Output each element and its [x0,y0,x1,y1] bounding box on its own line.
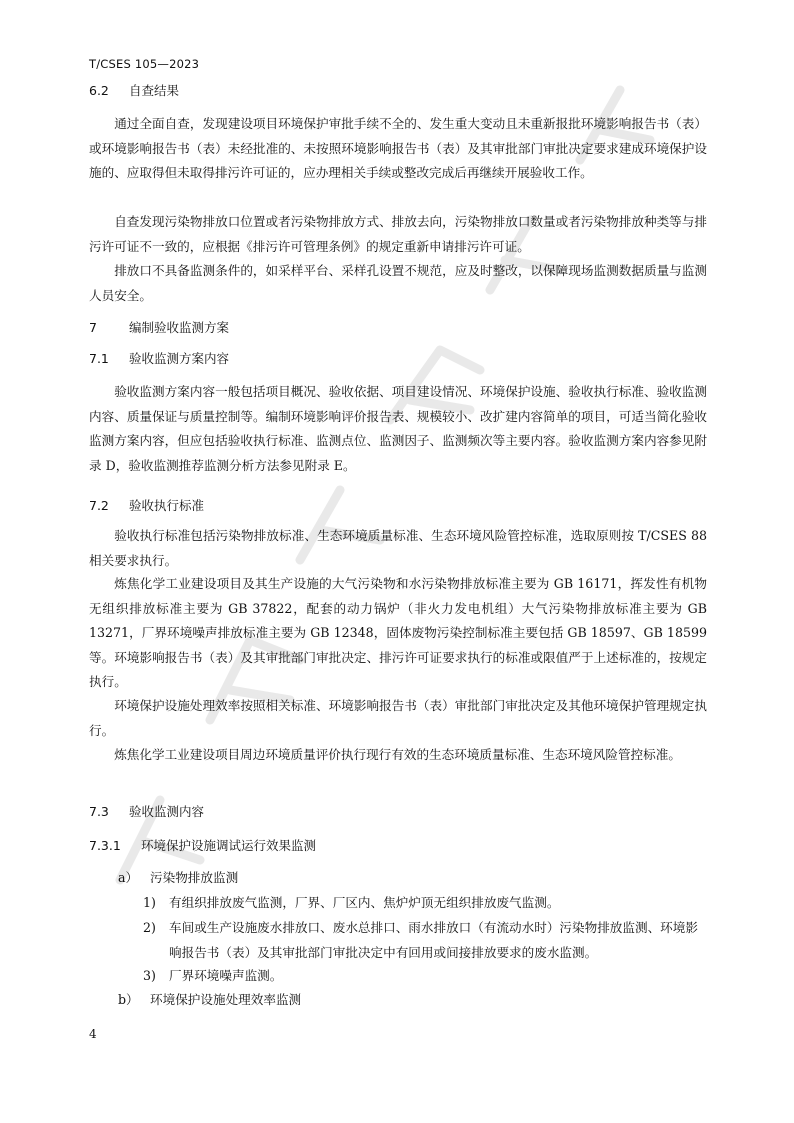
section-title: 编制验收监测方案 [129,320,230,335]
list-text: 车间或生产设施废水排放口、废水总排口、雨水排放口（有流动水时）污染物排放监测、环境影响报告书（表）及其审批部门审批决定中有回用或间接排放要求的废水监测。 [169,920,698,960]
list-item-a [118,866,238,891]
section-7-3-1-heading [89,836,316,854]
section-title: 环境保护设施调试运行效果监测 [141,838,317,853]
list-label: 2) [143,920,156,935]
list-text: 有组织排放废气监测，厂界、厂区内、焦炉炉顶无组织排放废气监测。 [169,895,560,910]
section-title: 自查结果 [129,83,180,98]
paragraph: 验收执行标准包括污染物排放标准、生态环境质量标准、生态环境风险管控标准，选取原则按 T/CSES 88 相关要求执行。 [89,528,707,568]
list-label: 3) [143,968,156,983]
section-title: 验收执行标准 [129,498,205,513]
paragraph: 炼焦化学工业建设项目及其生产设施的大气污染物和水污染物排放标准主要为 GB 16171，挥发性有机物无组织排放标准主要为 GB 37822，配套的动力锅炉（非火力发电机组）大气污染物排放标准主要为 GB 13271，厂界环境噪声排放标准主要为 GB 12348，固体废物污染控制标准主要包括 GB 18597、GB 18599 等。环境影响报告书（表）及其审批部门审批决定、排污许可证要求执行的标准或限值严于上述标准的，按规定执行。 [89,576,707,690]
document-code: T/CSES 105—2023 [89,57,200,71]
list-label: b） [118,992,139,1007]
list-label: a） [118,870,139,885]
list-subitem [143,891,709,916]
paragraph: 自查发现污染物排放口位置或者污染物排放方式、排放去向，污染物排放口数量或者污染物排放种类等与排污许可证不一致的，应根据《排污许可管理条例》的规定重新申请排污许可证。 [89,214,707,254]
list-text: 污染物排放监测 [150,870,239,885]
section-number: 7.1 [89,351,109,366]
list-text: 厂界环境噪声监测。 [169,968,283,983]
section-7-heading [89,318,229,336]
section-number: 7.2 [89,498,109,513]
page-number: 4 [89,1027,97,1041]
section-7-1-heading [89,349,229,367]
section-7-2-heading [89,496,204,514]
section-number: 6.2 [89,83,109,98]
section-6-2-heading [89,81,179,99]
list-subitem [143,964,709,989]
list-item-b [118,988,301,1013]
section-number: 7.3 [89,804,109,819]
section-number: 7.3.1 [89,838,121,853]
paragraph: 环境保护设施处理效率按照相关标准、环境影响报告书（表）审批部门审批决定及其他环境保护管理规定执行。 [89,698,707,738]
paragraph: 炼焦化学工业建设项目周边环境质量评价执行现行有效的生态环境质量标准、生态环境风险管控标准。 [114,747,681,762]
section-7-3-heading [89,802,204,820]
list-label: 1) [143,895,156,910]
section-number: 7 [89,320,97,335]
list-subitem [143,916,709,965]
list-text: 环境保护设施处理效率监测 [150,992,302,1007]
section-title: 验收监测方案内容 [129,351,230,366]
section-title: 验收监测内容 [129,804,205,819]
paragraph: 排放口不具备监测条件的，如采样平台、采样孔设置不规范，应及时整改，以保障现场监测数据质量与监测人员安全。 [89,263,707,303]
paragraph: 验收监测方案内容一般包括项目概况、验收依据、项目建设情况、环境保护设施、验收执行标准、验收监测内容、质量保证与质量控制等。编制环境影响评价报告表、规模较小、改扩建内容简单的项目，可适当简化验收监测方案内容，但应包括验收执行标准、监测点位、监测因子、监测频次等主要内容。验收监测方案内容参见附录 D，验收监测推荐监测分析方法参见附录 E。 [89,384,707,473]
paragraph: 通过全面自查，发现建设项目环境保护审批手续不全的、发生重大变动且未重新报批环境影响报告书（表）或环境影响报告书（表）未经批准的、未按照环境影响报告书（表）及其审批部门审批决定要求建成环境保护设施的、应取得但未取得排污许可证的，应办理相关手续或整改完成后再继续开展验收工作。 [89,116,707,181]
